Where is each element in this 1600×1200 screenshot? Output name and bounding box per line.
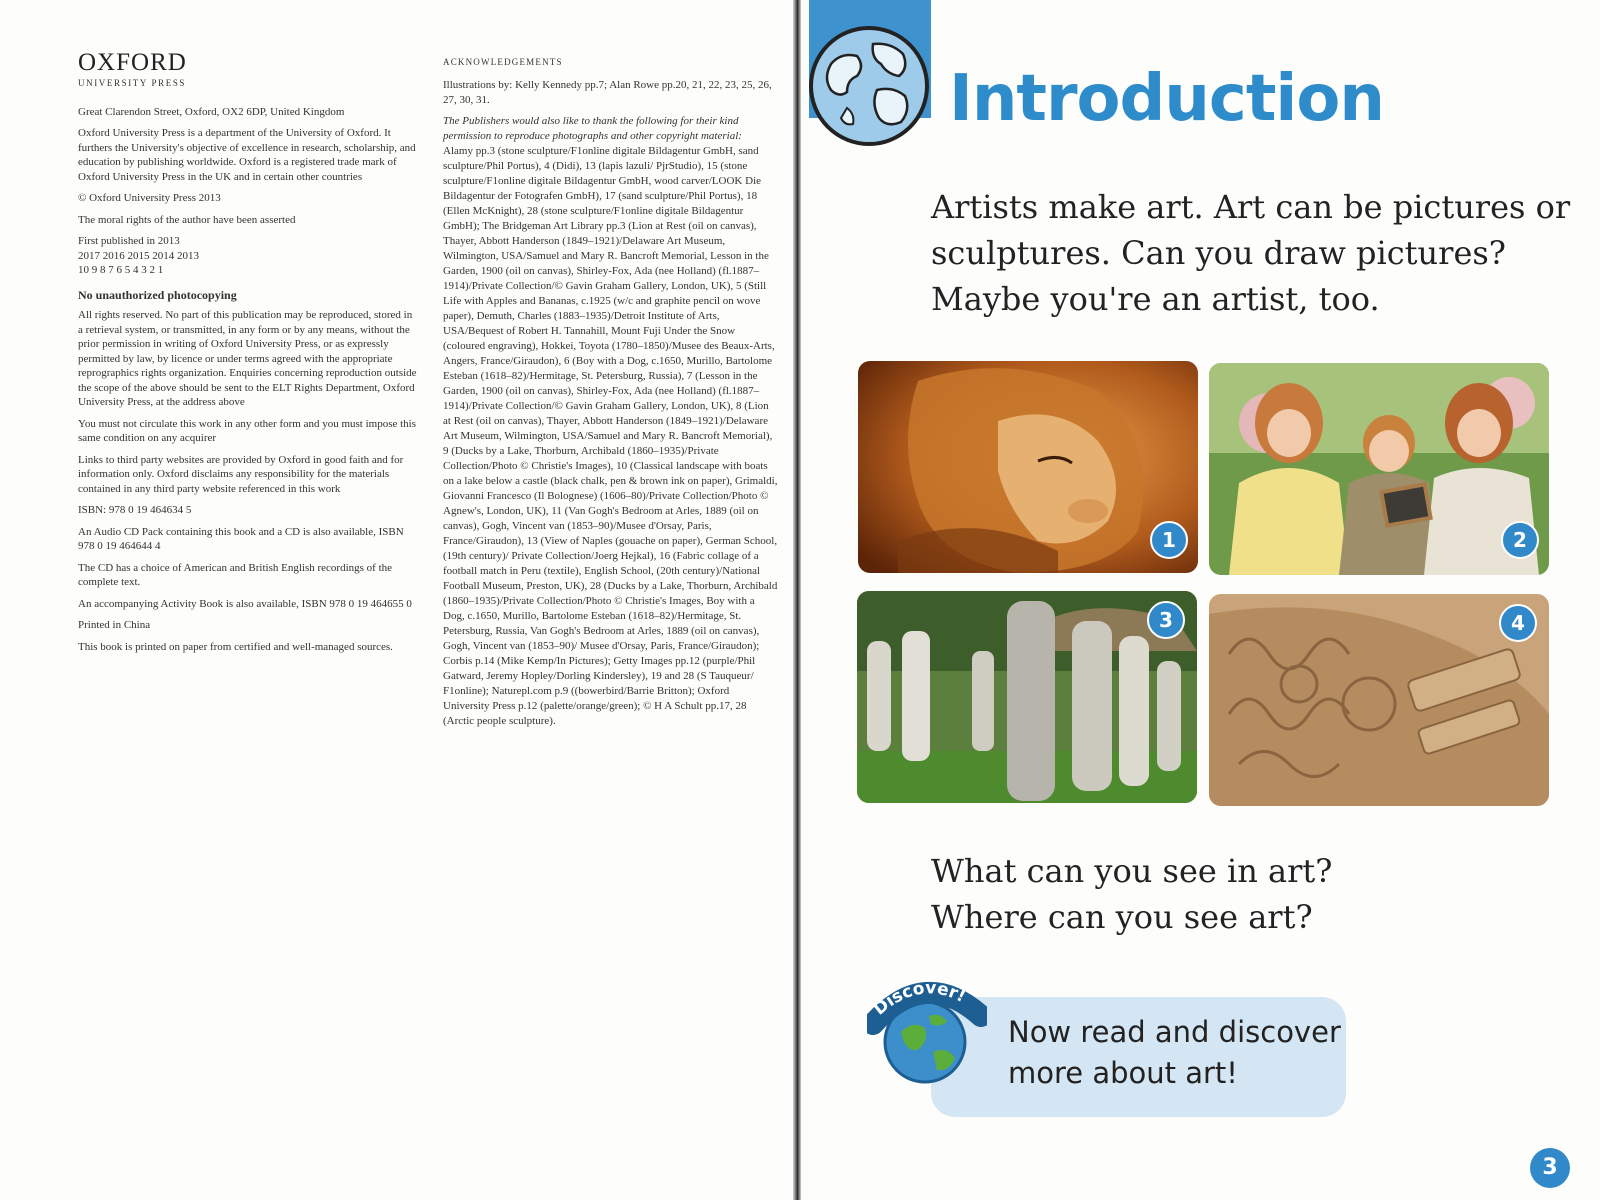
audio-pack-note: An Audio CD Pack containing this book and a CD is also available, ISBN 978 0 19 464644 4 [78, 525, 404, 552]
photo-badge-3: 3 [1147, 601, 1185, 639]
discover-logo-text: Discover! [869, 978, 969, 1020]
activity-book-note: An accompanying Activity Book is also available, ISBN 978 0 19 464655 0 [78, 597, 412, 610]
question-2: Where can you see art? [931, 898, 1313, 936]
rights-reserved: All rights reserved. No part of this publication may be reproduced, stored in a retrieval system, or transmitted, in any form or by any means, without the prior permission in writing of Oxford University Press, or as expressly permitted by law, by licence or under terms agreed with the appropriate reprographics rights organization. Enquiries concerning reproduction outside the scope of the above should be sent to the ELT Rights Department, Oxford University Press, at the address above [78, 309, 417, 408]
isbn: ISBN: 978 0 19 464634 5 [78, 504, 192, 516]
globe-icon [807, 24, 931, 148]
photo-children-painting [1209, 363, 1549, 575]
discover-globe-icon [867, 976, 987, 1088]
copyright-column [78, 50, 418, 661]
photo-badge-2: 2 [1501, 521, 1539, 559]
photo-lion-painting [858, 361, 1198, 573]
photo-stone-statues [857, 591, 1197, 803]
impression-numbers: 10 9 8 7 6 5 4 3 2 1 [78, 264, 164, 276]
illustrations-credit: Illustrations by: Kelly Kennedy pp.7; Alan Rowe pp.20, 21, 22, 23, 25, 26, 27, 30, 31. [443, 79, 772, 106]
photo-credits: Alamy pp.3 (stone sculpture/F1online digitale Bildagentur GmbH, sand sculpture/Phil Portus), 4 (Didi), 13 (lapis lazuli/ PjrStudio), 15 (stone sculpture/F1online digitale Bildagentur GmbH, wood carver/LOOK Die Bildagentur der Fotografen GmbH), 17 (sand sculpture/Phil Portus), 18 (Ellen McKnight), 28 (stone sculpture/F1online digitale Bildagentur GmbH); The Bridgeman Art Library pp.3 (Lion at Rest (oil on canvas), Thayer, Abbott Handerson (1849–1921)/Delaware Art Museum, Wilmington, USA/Samuel and Mary R. Bancroft Memorial, Lesson in the Garden, 1900 (oil on canvas), Shirley-Fox, Ada (nee Holland) (fl.1887–1914)/Private Collection/© Gavin Graham Gallery, London, UK), 5 (Still Life with Apples and Bananas, c.1925 (w/c and graphite pencil on wove paper), Demuth, Charles (1883–1935)/Detroit Institute of Arts, USA/Bequest of Robert H. Tannahill, Mount Fuji Under the Snow (coloured engraving), Hokkei, Toyota (1780–1850)/Musee des Beaux-Arts, Angers, France/Giraudon), 6 (Boy with a Dog, c.1650, Murillo, Bartolome Esteban (1618–82)/Hermitage, St. Petersburg, Russia), 7 (Lesson in the Garden, 1900 (oil on canvas), Shirley-Fox, Ada (nee Holland) (fl.1887–1914)/Private Collection/© Gavin Graham Gallery, London, UK), 8 (Lion at Rest (oil on canvas), Thayer, Abbott Handerson (1849–1921)/Delaware Art Museum, Wilmington, USA/Samuel and Mary R. Bancroft Memorial), 9 (Ducks by a Lake, Thorburn, Archibald (1860–1935)/Private Collection/Photo © Christie's Images), 10 (Classical landscape with boats on a lake below a castle (black chalk, pen & brown ink on paper), Grimaldi, Giovanni Francesco (Il Bolognese) (1606–80)/Private Collection/Photo © Agnew's, London, UK), 11 (Van Gogh's Bedroom at Arles, 1889 (oil on canvas), Gogh, Vincent van (1853–90)/Musee d'Orsay, Paris, France/Giraudon), 13 (View of Naples (gouache on paper), German School, (19th century)/ Private Collection/Joerg Hejkal), 16 (Fabric collage of a football match in Peru (textile), English School, (20th century)/National Football Museum, Preston, UK), 28 (Ducks by a Lake, Thorburn, Archibald (1860–1935)/Private Collection/Photo © Christie's Images, Boy with a Dog, c.1650, Murillo, Bartolome Esteban (1618–82)/Hermitage, St. Petersburg, Russia, Van Gogh's Bedroom at Arles, 1889 (oil on canvas), Gogh, Vincent van (1853–90)/ Musee d'Orsay, Paris, France/Giraudon); Corbis p.14 (Mike Kemp/In Pictures); Getty Images pp.12 (purple/Phil Gatward, Jeremy Hopley/Dorling Kindersley), 19 and 28 (S Tauqueur/ F1online); Naturepl.com p.9 ((bowerbird/Barrie Britton); Oxford University Press p.12 (palette/orange/green); © H A Schult pp.17, 28 (Arctic people sculpture). [443, 145, 778, 727]
discover-line-1: Now read and discover [1008, 1015, 1341, 1049]
left-page-copyright [0, 0, 793, 1200]
third-party-links: Links to third party websites are provided by Oxford in good faith and for information only. Oxford disclaims any responsibility for the materials contained in any third party website referenced in this work [78, 453, 404, 495]
acknowledgements-title: ACKNOWLEDGEMENTS [443, 57, 563, 67]
paper-note: This book is printed on paper from certified and well-managed sources. [78, 640, 393, 653]
book-spine [793, 0, 801, 1200]
copyright-notice: © Oxford University Press 2013 [78, 192, 221, 204]
first-published: First published in 2013 [78, 235, 180, 247]
impression-years: 2017 2016 2015 2014 2013 [78, 249, 199, 262]
publisher-address: Great Clarendon Street, Oxford, OX2 6DP, United Kingdom [78, 105, 345, 118]
photocopy-heading: No unauthorized photocopying [78, 287, 237, 302]
cd-note: The CD has a choice of American and British English recordings of the complete text. [78, 561, 393, 588]
photo-badge-4: 4 [1499, 604, 1537, 642]
children-painting-image [1209, 363, 1549, 575]
questions [931, 848, 1332, 940]
circulate-notice: You must not circulate this work in any other form and you must impose this same condition on any acquirer [78, 417, 417, 444]
publisher-subtitle: UNIVERSITY PRESS [78, 78, 187, 88]
right-page-introduction [801, 0, 1600, 1200]
intro-paragraph: Artists make art. Art can be pictures or sculptures. Can you draw pictures? Maybe you're an artist, too. [931, 188, 1571, 318]
lion-painting-image [858, 361, 1198, 573]
discover-line-2: more about art! [1008, 1056, 1238, 1090]
photo-badge-1: 1 [1150, 521, 1188, 559]
acknowledgements-column [443, 55, 778, 735]
discover-message [1008, 1012, 1341, 1094]
moral-rights: The moral rights of the author have been asserted [78, 213, 296, 226]
publisher-logo: OXFORD [78, 49, 187, 76]
thanks-intro: The Publishers would also like to thank the following for their kind permission to reproduce photographs and other copyright material: [443, 115, 742, 142]
sand-sculpture-image [1209, 594, 1549, 806]
page-number-badge: 3 [1530, 1148, 1570, 1188]
question-1: What can you see in art? [931, 852, 1333, 890]
publisher-about: Oxford University Press is a department of the University of Oxford. It furthers the University's objective of excellence in research, scholarship, and education by publishing worldwide. Oxford is a registered trade mark of Oxford University Press in the UK and in certain other countries [78, 127, 416, 183]
photo-sand-sculpture [1209, 594, 1549, 806]
printed-in: Printed in China [78, 619, 151, 631]
page-title: Introduction [949, 62, 1384, 136]
stone-statues-image [857, 591, 1197, 803]
